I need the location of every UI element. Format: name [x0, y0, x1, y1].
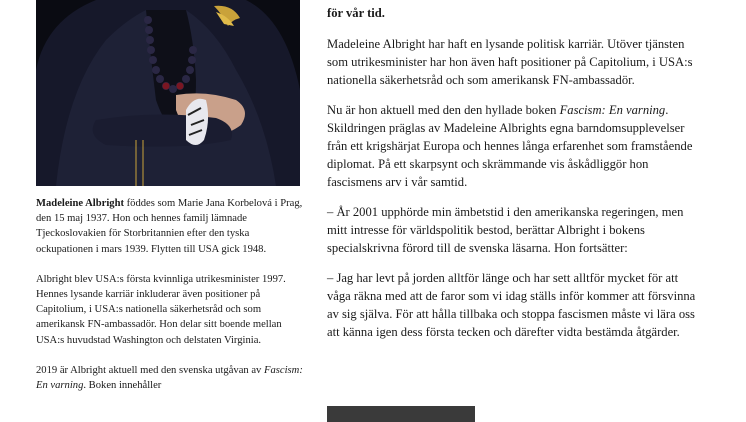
- quote-paragraph-2: – Jag har levt på jorden alltför länge och har sett alltför mycket för att våga räkna med att de faror som vi idag ställs inför kommer att försvinna av sig själva. För att hålla tillbaka och stoppa fascismen måste vi lära oss att känna igen dess första tecken och därefter vidta bestämda åtgärder.: [327, 271, 696, 339]
- book-text-start: 2019 är Albright aktuell med den svenska utgåvan av: [36, 364, 265, 376]
- quote-paragraph-1: – År 2001 upphörde min ämbetstid i den amerikanska regeringen, men mitt intresse för världspolitik bestod, berättar Albright i bokens specialskrivna förord till de svenska läsarna. Hon fortsätter:: [327, 205, 684, 255]
- left-column: [36, 196, 304, 408]
- book-title: Fascism: En varning: [36, 364, 303, 392]
- portrait-image: [36, 0, 300, 186]
- lead-tail: för vår tid.: [327, 6, 385, 20]
- author-photo: [36, 0, 300, 186]
- bio-name: Madeleine Albright: [36, 198, 124, 209]
- book-paragraph: [36, 363, 304, 393]
- bio-paragraph: [36, 196, 304, 257]
- right-column: [327, 35, 699, 353]
- book-cover-thumbnail: [327, 406, 475, 422]
- book-intro-title: Fascism: En varning: [559, 103, 666, 117]
- book-intro-start: Nu är hon aktuell med den den hyllade boken: [327, 103, 560, 117]
- book-intro: [327, 101, 699, 191]
- book-text-end: . Boken innehåller: [83, 380, 162, 392]
- career-summary: Madeleine Albright har haft en lysande politisk karriär. Utöver tjänsten som utrikesminister har hon även haft positioner på Capitolium, i USA:s nationella säkerhetsråd och som amerikansk FN-ambassadör.: [327, 37, 693, 87]
- career-paragraph: Albright blev USA:s första kvinnliga utrikesminister 1997. Hennes lysande karriär inkluderar även positioner på Capitolium, i USA:s nationella säkerhetsråd och som amerikansk FN-ambassadör. Hon delar sitt boende mellan USA:s huvudstad Washington och delstaten Virginia.: [36, 273, 286, 346]
- bio-text: föddes som Marie Jana Korbelová i Prag, den 15 maj 1937. Hon och hennes familj lämnade Tjeckoslovakien för Storbritannien efter den tyska ockupationen i mars 1939. Flytten till USA gick 1948.: [36, 198, 303, 255]
- book-intro-end: . Skildringen präglas av Madeleine Albrights egna barndomsupplevelser från ett krigshärjat Europa och hennes långa erfarenhet som framstående diplomat. På ett skarpsynt och skrämmande vis åskådliggör hon fascismens arv i vår samtid.: [327, 103, 693, 189]
